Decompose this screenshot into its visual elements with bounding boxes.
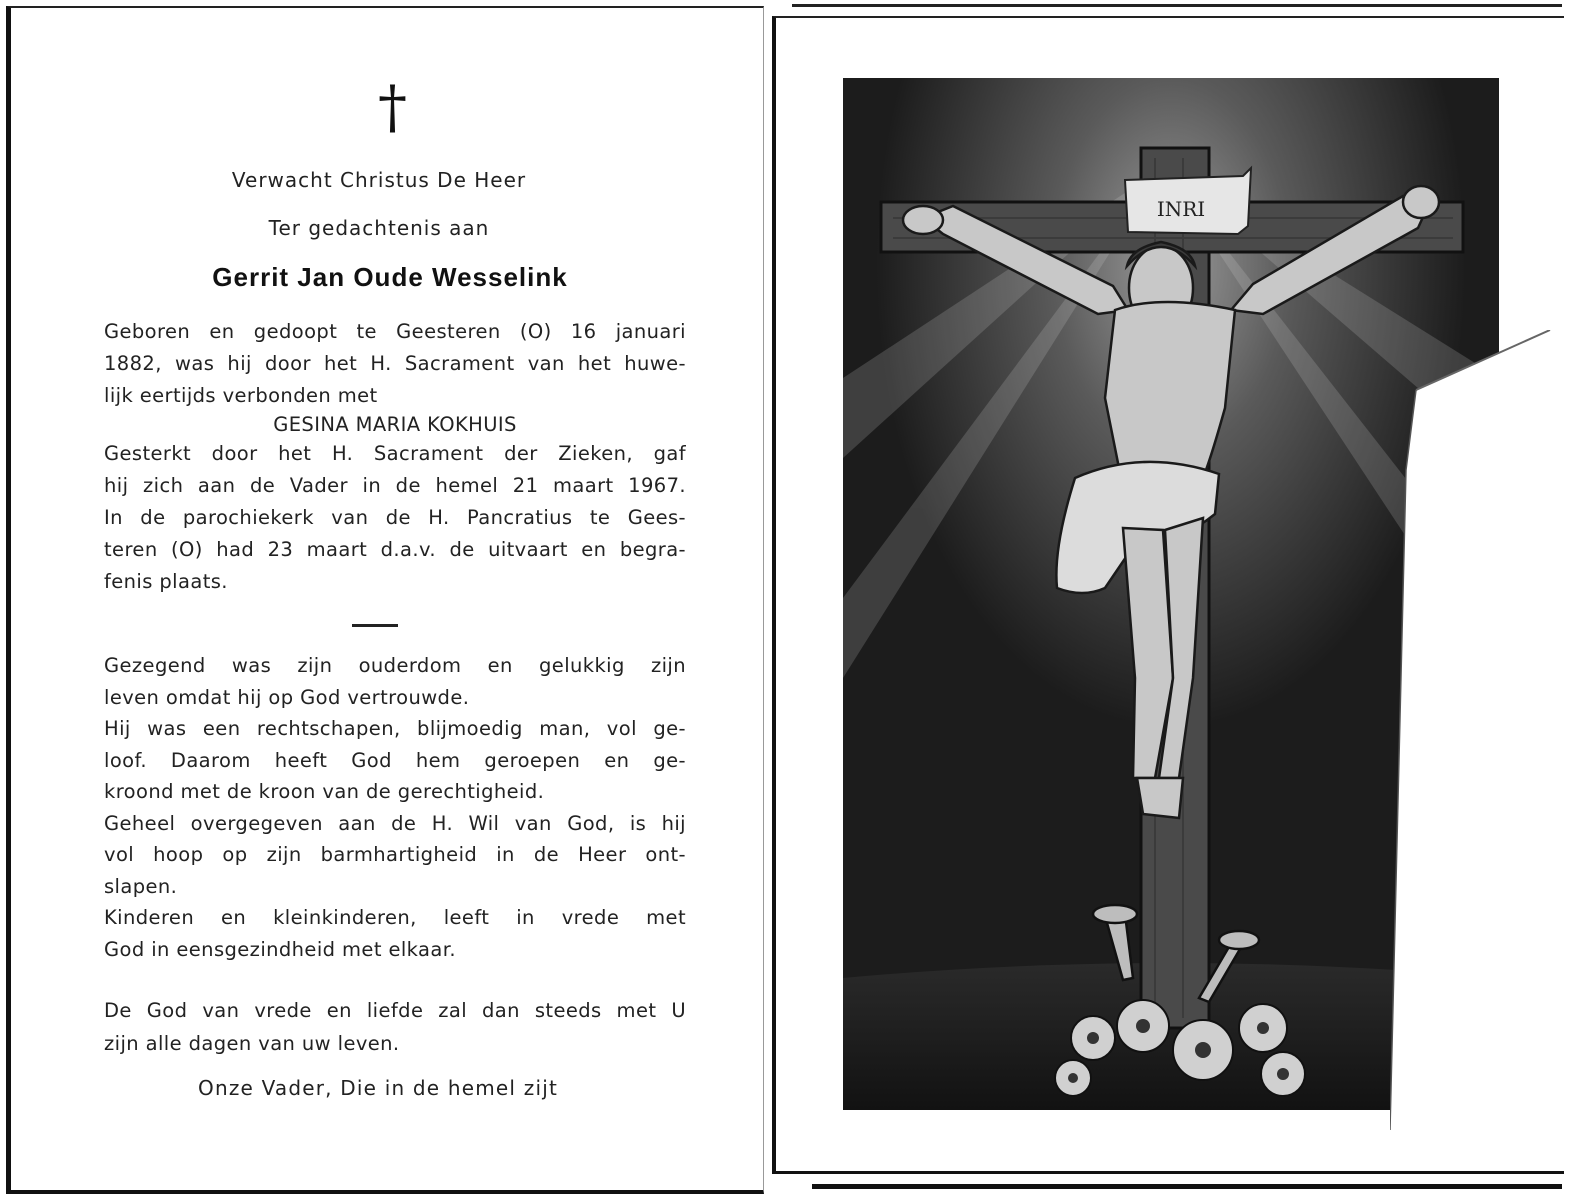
verse-line: loof. Daarom heeft God hem geroepen en ge-: [104, 748, 686, 772]
verse-line: Geheel overgegeven aan de H. Wil van God, is hij: [104, 811, 686, 835]
blessing-line: De God van vrede en liefde zal dan steeds met U: [104, 999, 686, 1022]
verse-line: leven omdat hij op God vertrouwde.: [104, 685, 470, 709]
verse-line: slapen.: [104, 874, 178, 898]
bio-line: teren (O) had 23 maart d.a.v. de uitvaart en begra-: [104, 538, 686, 561]
inri-text: INRI: [1156, 197, 1206, 221]
verse-line: Gezegend was zijn ouderdom en gelukkig zijn: [104, 654, 686, 677]
cross-symbol: †: [378, 73, 407, 141]
bio-line: In de parochiekerk van de H. Pancratius te Gees-: [104, 506, 686, 529]
section-divider: [352, 624, 398, 627]
header-line-1: Verwacht Christus De Heer: [231, 168, 527, 192]
bio-line: fenis plaats.: [104, 570, 228, 593]
closing-prayer: Onze Vader, Die in de hemel zijt: [198, 1076, 559, 1100]
verse-line: Hij was een rechtschapen, blijmoedig man, vol ge-: [104, 717, 686, 740]
bio-line: 1882, was hij door het H. Sacrament van het huwe-: [104, 352, 686, 375]
bio-line: hij zich aan de Vader in de hemel 21 maart 1967.: [104, 474, 686, 497]
torn-corner: [1390, 330, 1577, 1130]
bio-line: Geboren en gedoopt te Geesteren (O) 16 januari: [104, 320, 686, 343]
card-bottom-edge: [812, 1184, 1562, 1189]
biography-paragraph: [104, 316, 686, 598]
verse-paragraph: [104, 650, 686, 965]
blessing-line: zijn alle dagen van uw leven.: [104, 1032, 400, 1055]
card-top-edge: [792, 4, 1562, 7]
header-line-2: Ter gedachtenis aan: [268, 216, 490, 240]
spouse-name: GESINA MARIA KOKHUIS: [273, 413, 517, 436]
bio-line: Gesterkt door het H. Sacrament der Zieken, gaf: [104, 442, 686, 465]
verse-line: Kinderen en kleinkinderen, leeft in vrede met: [104, 906, 686, 929]
deceased-name: Gerrit Jan Oude Wesselink: [212, 262, 568, 292]
verse-line: God in eensgezindheid met elkaar.: [104, 937, 456, 961]
bio-line: lijk eertijds verbonden met: [104, 384, 378, 407]
verse-line: kroond met de kroon van de gerechtigheid.: [104, 780, 545, 803]
verse-line: vol hoop op zijn barmhartigheid in de Heer ont-: [104, 843, 686, 866]
blessing-paragraph: [104, 994, 686, 1060]
